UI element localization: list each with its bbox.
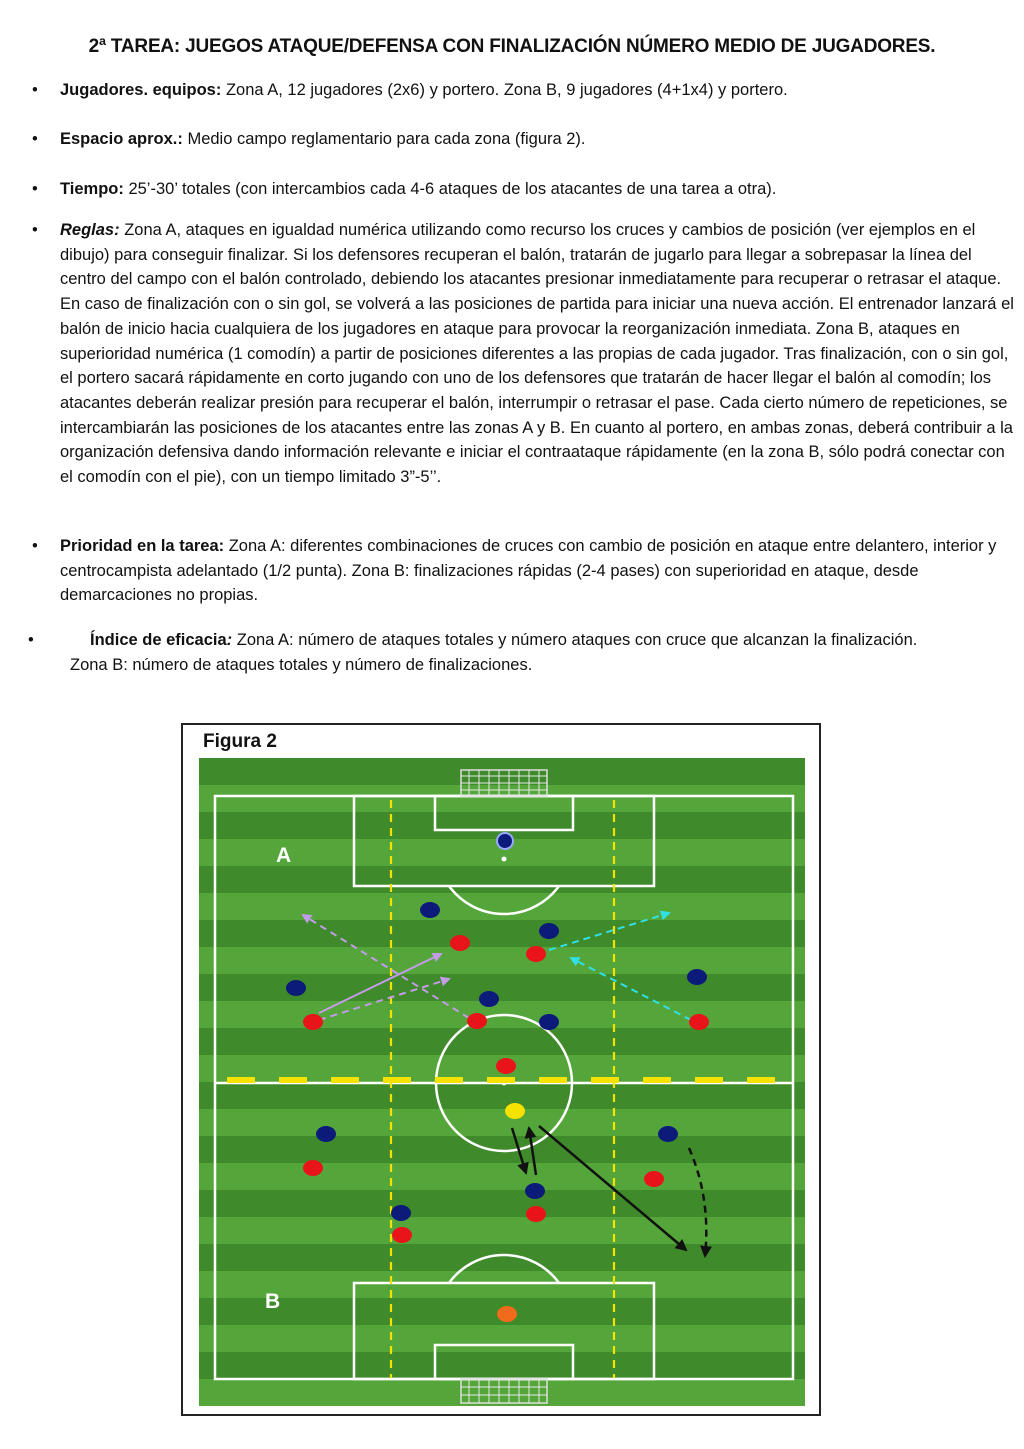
bullet-dot: • — [32, 130, 38, 148]
bullet-text-continued: Zona B: número de ataques totales y número de finalizaciones. — [70, 655, 533, 674]
grass-stripe — [199, 1082, 805, 1110]
figure-label: Figura 2 — [203, 731, 277, 752]
bullet-space — [28, 127, 586, 152]
attacker — [392, 1227, 412, 1243]
grass-stripe — [199, 1028, 805, 1056]
bullet-label: Jugadores. equipos: — [60, 81, 222, 99]
bullet-efficacy — [28, 628, 1024, 677]
grass-stripe — [199, 893, 805, 921]
penalty-spot-a — [502, 857, 507, 862]
attacker — [303, 1014, 323, 1030]
bullet-label: Índice de eficacia — [90, 631, 227, 649]
grass-stripe — [199, 947, 805, 975]
bullet-rules — [28, 218, 1018, 490]
attacker — [450, 935, 470, 951]
defender — [525, 1183, 545, 1199]
goalkeeper-zone-a — [497, 833, 513, 849]
bullet-text: Medio campo reglamentario para cada zona (figura 2). — [182, 130, 586, 148]
defender — [391, 1205, 411, 1221]
attacker — [526, 1206, 546, 1222]
bullet-text: Zona A, 12 jugadores (2x6) y portero. Zona B, 9 jugadores (4+1x4) y portero. — [221, 81, 788, 99]
bullet-dot: • — [32, 81, 38, 99]
grass-stripe — [199, 1325, 805, 1353]
bullet-players — [28, 78, 788, 103]
attacker — [689, 1014, 709, 1030]
grass-stripe — [199, 920, 805, 948]
bullet-text: Zona A, ataques en igualdad numérica utilizando como recurso los cruces y cambios de posición (ver ejemplos en el dibujo) para conseguir finalizar. Si los defensores recuperan el balón, tratarán de jugarlo para llegar a sobrepasar la línea del centro del campo con el balón controlado, debiendo los atacantes presionar inmediatamente para recuperar o retrasar el ataque. En caso de finalización con o sin gol, se volverá a las posiciones de partida para iniciar una nueva acción. El entrenador lanzará el balón de inicio hacia cualquiera de los jugadores en ataque para provocar la reorganización inmediata. Zona B, ataques en superioridad numérica (1 comodín) a partir de posiciones diferentes a las propias de cada jugador. Tras finalización, con o sin gol, el portero sacará rápidamente en corto jugando con uno de los defensores que tratarán de hacer llegar el balón al comodín; los atacantes deberán realizar presión para recuperar el balón, interrumpir o retrasar el pase. Cada cierto número de repeticiones, se intercambiarán las posiciones de los atacantes entre las zonas A y B. En cuanto al portero, en ambas zonas, deberá contribuir a la organización defensiva dando información relevante e iniciar el contraataque rápidamente (en la zona B, sólo podrá conectar con el comodín con el pie), con un tiempo limitado 3”-5’’. — [60, 221, 1014, 487]
grass-stripe — [199, 1109, 805, 1137]
bullet-priority — [28, 534, 1018, 608]
bullet-label-colon: : — [226, 631, 233, 649]
zone-b-label: B — [265, 1290, 281, 1313]
attacker — [526, 946, 546, 962]
attacker — [303, 1160, 323, 1176]
bullet-dot: • — [32, 180, 38, 198]
figure-2 — [181, 723, 821, 1416]
bullet-dot: • — [28, 631, 34, 649]
grass-stripe — [199, 1352, 805, 1380]
bullet-text: 25’-30’ totales (con intercambios cada 4-6 ataques de los atacantes de una tarea a otra). — [123, 180, 777, 198]
grass-stripe — [199, 1163, 805, 1191]
defender — [539, 1014, 559, 1030]
grass-stripe — [199, 1271, 805, 1299]
defender — [658, 1126, 678, 1142]
bullet-text: Zona A: número de ataques totales y número ataques con cruce que alcanzan la finalización. — [232, 631, 918, 649]
defender — [539, 923, 559, 939]
bullet-label: Reglas: — [60, 221, 120, 239]
page-title: 2ª TAREA: JUEGOS ATAQUE/DEFENSA CON FINALIZACIÓN NÚMERO MEDIO DE JUGADORES. — [88, 36, 936, 57]
defender — [316, 1126, 336, 1142]
attacker — [644, 1171, 664, 1187]
defender — [286, 980, 306, 996]
zone-a-label: A — [276, 844, 292, 867]
bullet-time — [28, 177, 776, 202]
defender — [687, 969, 707, 985]
goalkeeper-zone-b — [497, 1306, 517, 1322]
bullet-label: Espacio aprox.: — [60, 130, 183, 148]
defender — [420, 902, 440, 918]
bullet-label: Tiempo: — [60, 180, 124, 198]
bullet-dot: • — [32, 221, 38, 239]
grass-stripe — [199, 1217, 805, 1245]
grass-stripe — [199, 1379, 805, 1406]
bullet-label: Prioridad en la tarea: — [60, 537, 225, 555]
wildcard-player — [505, 1103, 525, 1119]
grass-stripe — [199, 758, 805, 786]
bullet-text: Zona A: diferentes combinaciones de cruces con cambio de posición en ataque entre delantero, interior y centrocampista adelantado (1/2 punta). Zona B: finalizaciones rápidas (2-4 pases) con superioridad en ataque, desde demarcaciones no propias. — [60, 537, 997, 605]
attacker — [496, 1058, 516, 1074]
attacker — [467, 1013, 487, 1029]
bullet-dot: • — [32, 537, 38, 555]
grass-stripe — [199, 785, 805, 813]
grass-stripe — [199, 1244, 805, 1272]
football-field-diagram — [199, 758, 805, 1406]
grass-stripe — [199, 1190, 805, 1218]
grass-stripe — [199, 866, 805, 894]
defender — [479, 991, 499, 1007]
